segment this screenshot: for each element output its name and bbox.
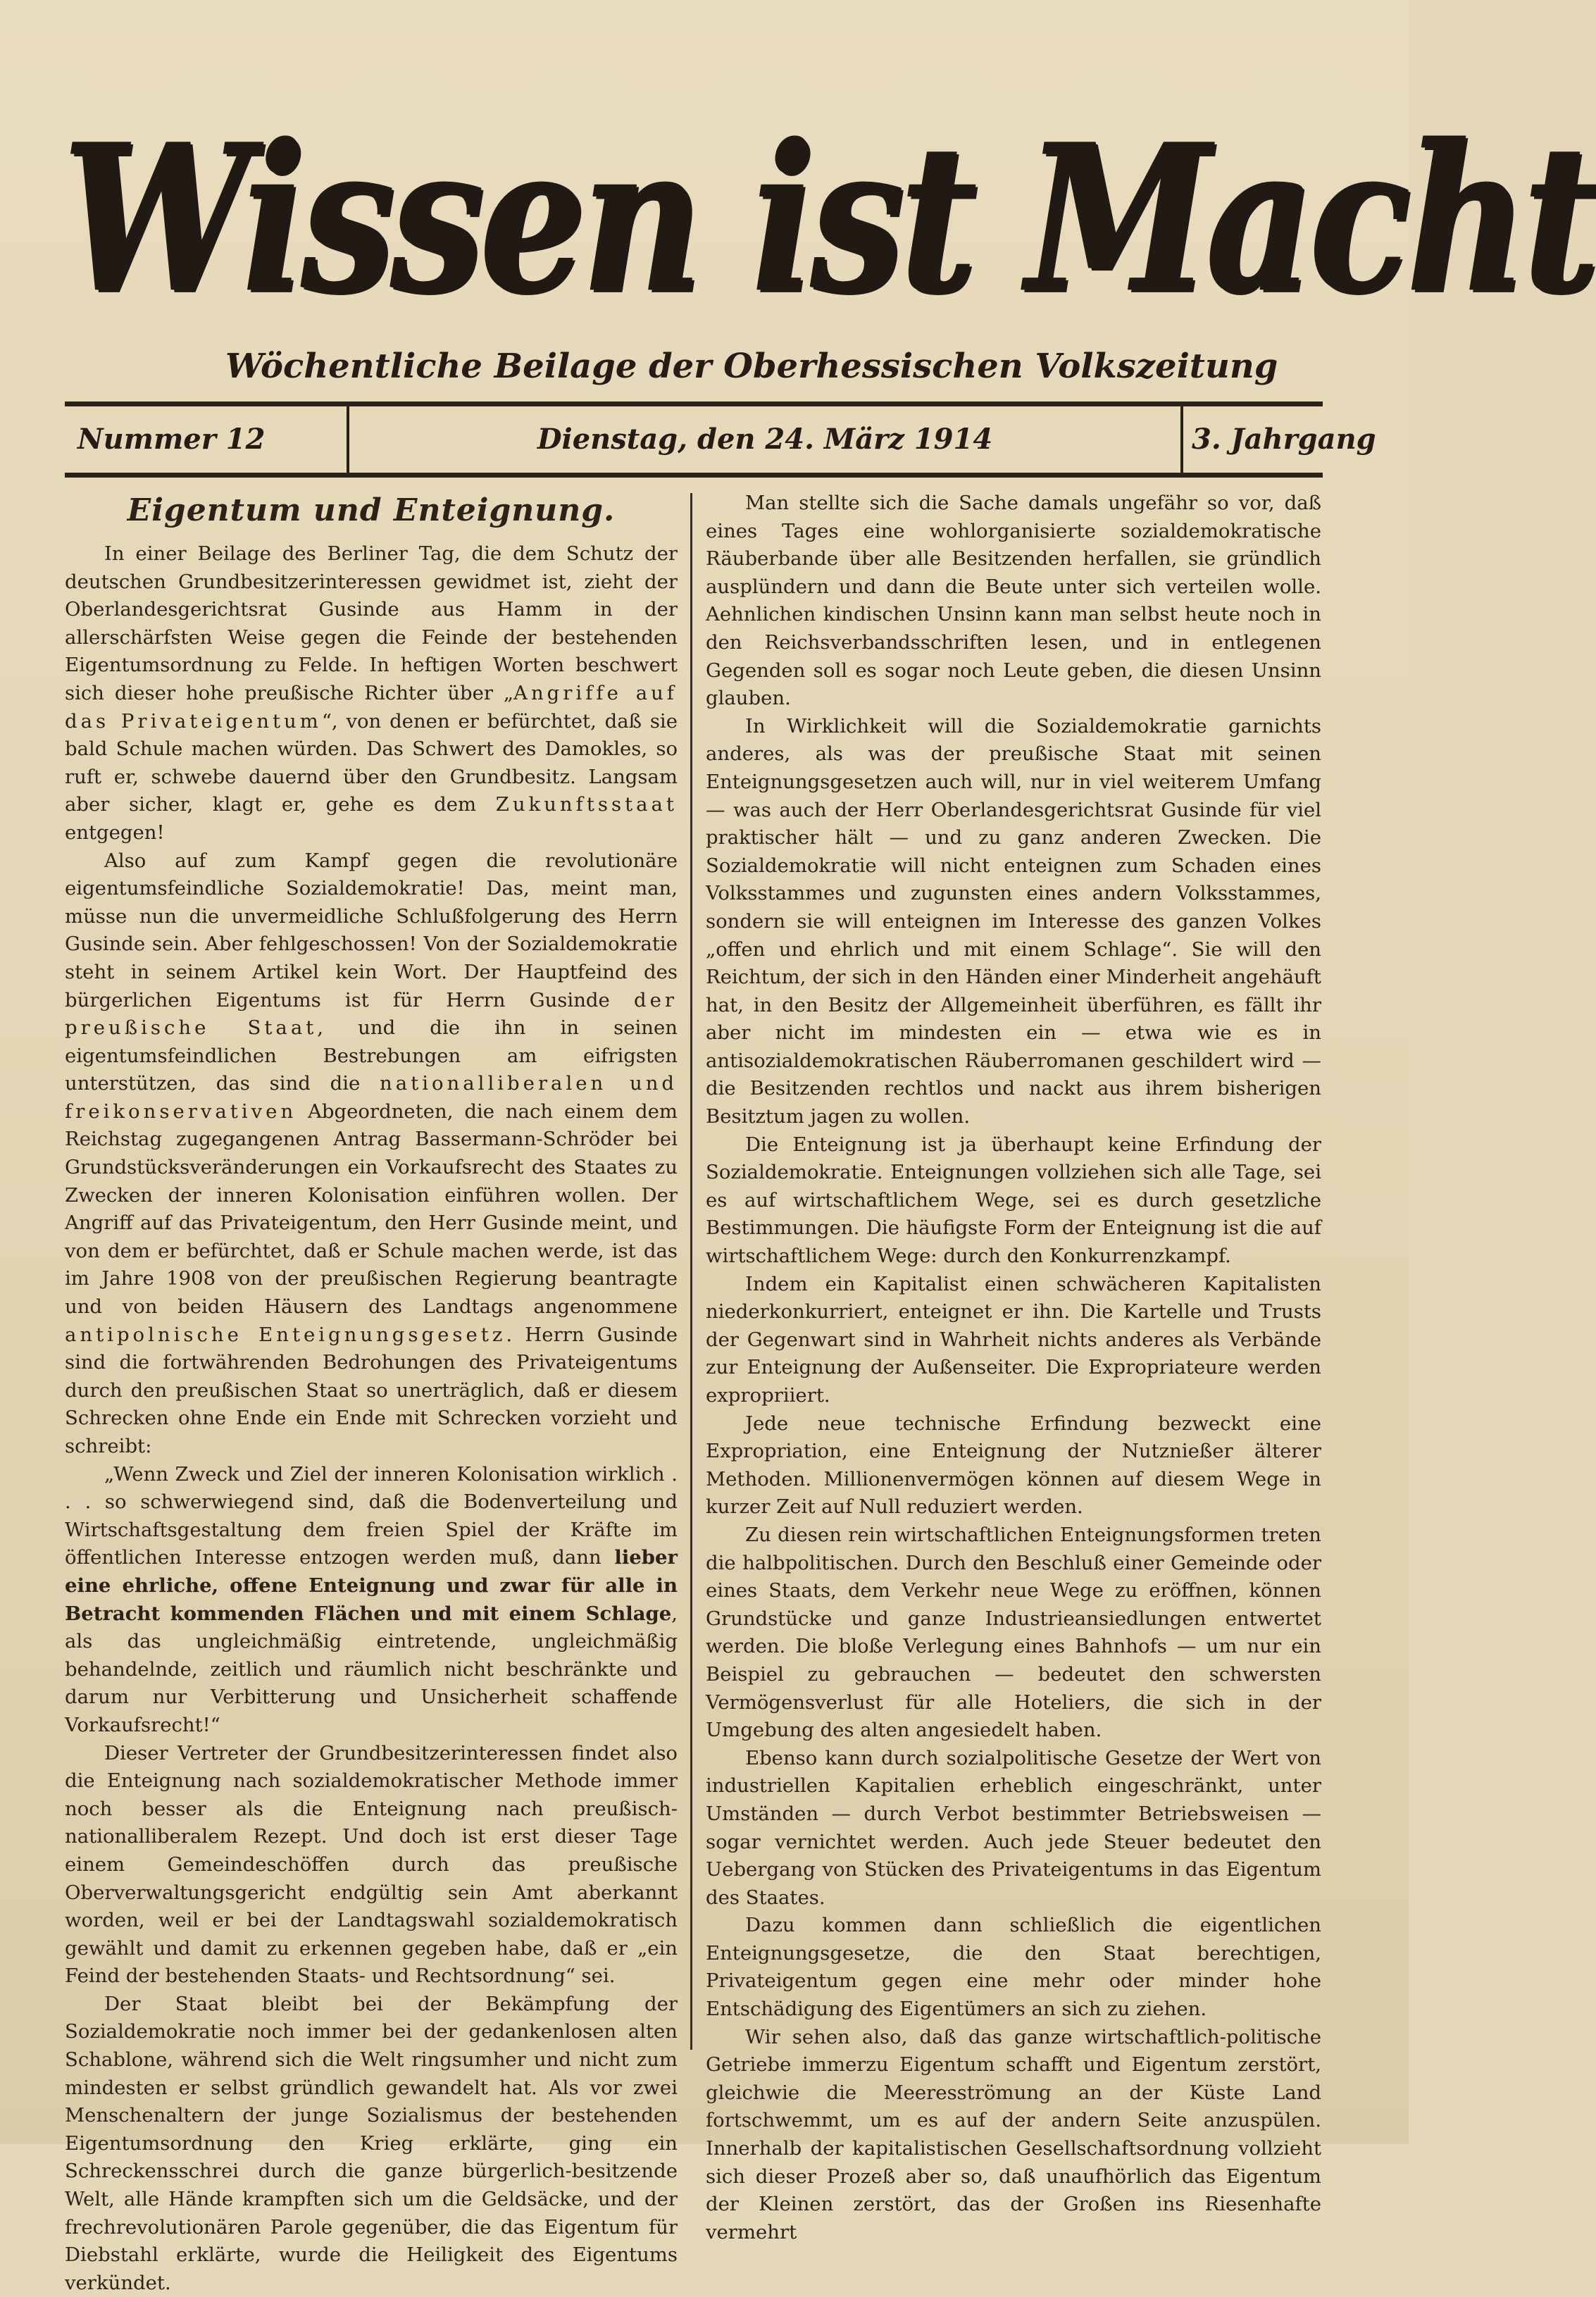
paragraph: In Wirklichkeit will die Sozialdemokratie garnichts anderes, als was der preußische Staat mit seinen Enteignungsgesetzen auch will, nur in viel weiterem Umfang — was auch der Herr Oberlandesgerichtsrat Gusinde für viel praktischer hält — und zu ganz anderen Zwecken. Die Sozialdemokratie will nicht enteignen zum Schaden eines Volksstammes und zugunsten eines andern Volksstammes, sondern sie will enteignen im Interesse des ganzen Volkes „offen und ehrlich und mit einem Schlage“. Sie will den Reichtum, der sich in den Händen einer Minderheit angehäuft hat, in den Besitz der Allgemeinheit überführen, es fällt ihr aber nicht im mindesten ein — etwa wie es in antisozialdemokratischen Räuberromanen geschildert wird — die Besitzenden rechtlos und nackt aus ihrem bisherigen Besitztum jagen zu wollen.	[706, 714, 1321, 1128]
issue-number: Nummer 12	[77, 423, 266, 456]
issue-info-bar	[65, 401, 1376, 478]
paragraph: Indem ein Kapitalist einen schwächeren Kapitalisten niederkonkurriert, enteignet er ihn. Die Kartelle und Trusts der Gegenwart sind in Wahrheit nichts anderes als Verbände zur Enteignung der Außenseiter. Die Expropriateure werden expropriiert.	[706, 1272, 1321, 1407]
paragraph: Also auf zum Kampf gegen die revolutionäre eigentumsfeindliche Sozialdemokratie! Das, meint man, müsse nun die unvermeidliche Schlußfolgerung des Herrn Gusinde sein. Aber fehlgeschossen! Von der Sozialdemokratie steht in seinem Artikel kein Wort. Der Hauptfeind des bürgerlichen Eigentums ist für Herrn Gusinde der preußische Staat, und die ihn in seinen eigentumsfeindlichen Bestrebungen am eifrigsten unterstützen, das sind die nationalliberalen und freikonservativen Abgeordneten, die nach einem dem Reichstag zugegangenen Antrag Bassermann-Schröder bei Grundstücksveränderungen ein Vorkaufsrecht des Staates zu Zwecken der inneren Kolonisation einführen wollen. Der Angriff auf das Privateigentum, den Herr Gusinde meint, und von dem er befürchtet, daß er Schule machen werde, ist das im Jahre 1908 von der preußischen Regierung beantragte und von beiden Häusern des Landtags angenommene antipolnische Enteignungsgesetz. Herrn Gusinde sind die fortwährenden Bedrohungen des Privateigentums durch den preußischen Staat so unerträglich, daß er diesem Schrecken ohne Ende ein Ende mit Schrecken vorzieht und schreibt:	[65, 849, 678, 1457]
article-title: Eigentum und Enteignung.	[127, 492, 616, 528]
article-column-left	[65, 490, 678, 2294]
issue-volume: 3. Jahrgang	[1192, 423, 1376, 456]
paragraph: Man stellte sich die Sache damals ungefähr so vor, daß eines Tages eine wohlorganisierte sozialdemokratische Räuberbande über alle Besitzenden herfallen, sie gründlich ausplündern und dann die Beute unter sich verteilen wolle. Aehnlichen kindischen Unsinn kann man selbst heute noch in den Reichsverbandsschriften lesen, und in entlegenen Gegenden soll es sogar noch Leute geben, die diesen Unsinn glauben.	[706, 492, 1321, 710]
column-divider	[690, 493, 692, 2050]
paragraph: In einer Beilage des Berliner Tag, die dem Schutz der deutschen Grundbesitzerinteressen gewidmet ist, zieht der Oberlandesgerichtsrat Gusinde aus Hamm in der allerschärfsten Weise gegen die Feinde der bestehenden Eigentumsordnung zu Felde. In heftigen Worten beschwert sich dieser hohe preußische Richter über „Angriffe auf das Privateigentum“, von denen er befürchtet, daß sie bald Schule machen würden. Das Schwert des Damokles, so ruft er, schwebe dauernd über den Grundbesitz. Langsam aber sicher, klagt er, gehe es dem Zukunftsstaat entgegen!	[65, 542, 678, 844]
quotation: „Wenn Zweck und Ziel der inneren Kolonisation wirklich . . . so schwerwiegend sind, daß die Bodenverteilung und Wirtschaftsgestaltung dem freien Spiel der Kräfte im öffentlichen Interesse entzogen werden muß, dann lieber eine ehrliche, offene Enteignung und zwar für alle in Betracht kommenden Flächen und mit einem Schlage, als das ungleichmäßig eintretende, ungleichmäßig behandelnde, zeitlich und räumlich nicht beschränkte und darum nur Verbitterung und Unsicherheit schaffende Vorkaufsrecht!“	[65, 1462, 678, 1736]
emphasis-spaced: Zukunftsstaat	[495, 793, 678, 816]
emphasis-spaced: der preußische Staat	[65, 988, 678, 1040]
emphasis-bold: lieber eine ehrliche, offene Enteignung und zwar für alle in Betracht kommenden Flächen und mit einem Schlage	[65, 1546, 678, 1625]
paragraph: Zu diesen rein wirtschaftlichen Enteignungsformen treten die halbpolitischen. Durch den Beschluß einer Gemeinde oder eines Staats, dem Verkehr neue Wege zu eröffnen, können Grundstücke und ganze Industrieansiedlungen entwertet werden. Die bloße Verlegung eines Bahnhofs — um nur ein Beispiel zu gebrauchen — bedeutet den schwersten Vermögensverlust für alle Hoteliers, die sich in der Umgebung des alten angesiedelt haben.	[706, 1523, 1321, 1742]
paragraph: Der Staat bleibt bei der Bekämpfung der Sozialdemokratie noch immer bei der gedankenlosen alten Schablone, während sich die Welt ringsumher und nicht zum mindesten er selbst gründlich gewandelt hat. Als vor zwei Menschenaltern der junge Sozialismus der bestehenden Eigentumsordnung den Krieg erklärte, ging ein Schreckensschrei durch die ganze bürgerlich-besitzende Welt, alle Hände krampften sich um die Geldsäcke, und der frechrevolutionären Parole gegenüber, die das Eigentum für Diebstahl erklärte, wurde die Heiligkeit des Eigentums verkündet.	[65, 1992, 678, 2294]
paragraph: Dazu kommen dann schließlich die eigentlichen Enteignungsgesetze, die den Staat berechtigen, Privateigentum gegen eine mehr oder minder hohe Entschädigung des Eigentümers an sich zu ziehen.	[706, 1914, 1321, 2021]
emphasis-spaced: nationalliberalen und freikonservativen	[65, 1072, 678, 1123]
paragraph: Die Enteignung ist ja überhaupt keine Erfindung der Sozialdemokratie. Enteignungen vollziehen sich alle Tage, sei es auf wirtschaftlichem Wege, sei es durch gesetzliche Bestimmungen. Die häufigste Form der Enteignung ist die auf wirtschaftlichem Wege: durch den Konkurrenzkampf.	[706, 1133, 1321, 1268]
paragraph: Wir sehen also, daß das ganze wirtschaftlich-politische Getriebe immerzu Eigentum schafft und Eigentum zerstört, gleichwie die Meeresströmung an der Küste Land fortschwemmt, um es auf der andern Seite anzuspülen. Innerhalb der kapitalistischen Gesellschaftsordnung vollzieht sich dieser Prozeß aber so, daß unaufhörlich das Eigentum der Kleinen zerstört, das der Großen ins Riesenhafte vermehrt	[706, 2025, 1321, 2243]
masthead-subtitle: Wöchentliche Beilage der Oberhessischen Volkszeitung	[225, 347, 1278, 386]
issue-date: Dienstag, den 24. März 1914	[347, 406, 1183, 473]
paragraph: Dieser Vertreter der Grundbesitzerinteressen findet also die Enteignung nach sozialdemokratischer Methode immer noch besser als die Enteignung nach preußisch-nationalliberalem Rezept. Und doch ist erst dieser Tage einem Gemeindeschöffen durch das preußische Oberverwaltungsgericht endgültig sein Amt aberkannt worden, weil er bei der Landtagswahl sozialdemokratisch gewählt und damit zu erkennen gegeben habe, daß er „ein Feind der bestehenden Staats- und Rechtsordnung“ sei.	[65, 1741, 678, 1988]
masthead-title: Wissen ist Macht	[63, 99, 1596, 338]
emphasis-spaced: antipolnische Enteignungsgesetz	[65, 1323, 506, 1346]
paragraph: Ebenso kann durch sozialpolitische Gesetze der Wert von industriellen Kapitalien erheblich eingeschränkt, unter Umständen — durch Verbot bestimmter Betriebsweisen — sogar vernichtet werden. Auch jede Steuer bedeutet den Uebergang von Stücken des Privateigentums in das Eigentum des Staates.	[706, 1746, 1321, 1909]
article-column-right	[706, 490, 1321, 2243]
paragraph: Jede neue technische Erfindung bezweckt eine Expropriation, eine Enteignung der Nutznießer älterer Methoden. Millionenvermögen können auf diesem Wege in kurzer Zeit auf Null reduziert werden.	[706, 1412, 1321, 1519]
emphasis-spaced: Angriffe auf das Privateigentum	[65, 681, 678, 733]
